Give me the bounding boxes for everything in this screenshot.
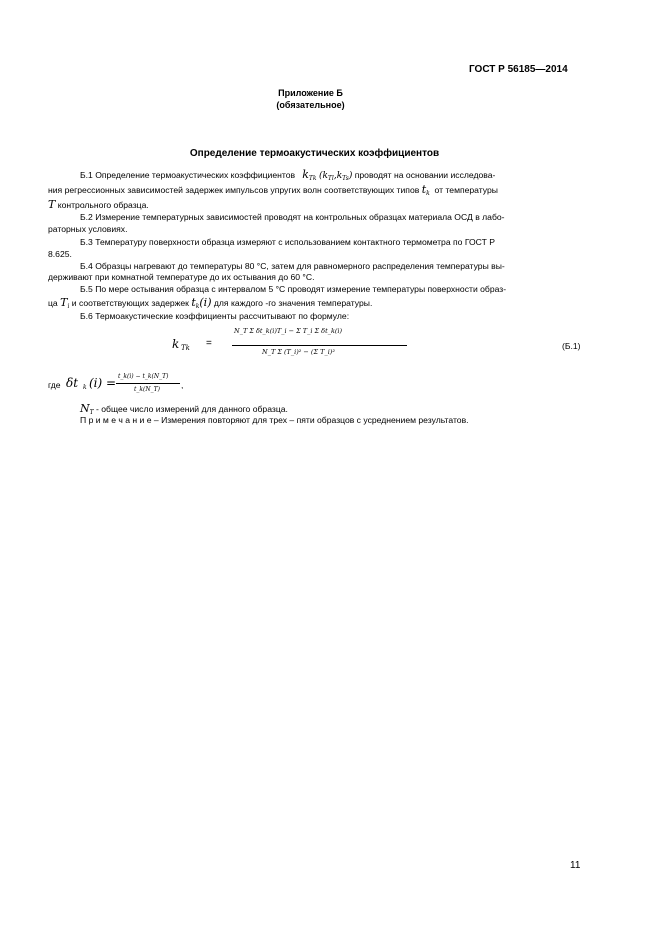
formula-numerator: N_T Σ δt_k(i)T_i − Σ T_i Σ δt_k(i) xyxy=(234,327,343,335)
paragraph-b1-line2: ния регрессионных зависимостей задержек импульсов упругих волн соответствующих типов $t_k$ от температуры xyxy=(48,183,498,197)
delta-arg: (i) = xyxy=(89,376,117,390)
paragraph-b2-line2: раторных условиях. xyxy=(48,224,128,234)
section-title: Определение термоакустических коэффициентов xyxy=(189,148,440,159)
formula-lhs-sub: Tk xyxy=(181,344,190,352)
delta-frac-num: t_k(i) − t_k(N_T) xyxy=(118,373,169,380)
where-prefix: где xyxy=(48,380,61,390)
appendix-subtitle: (обязательное) xyxy=(276,100,345,110)
formula-denominator: N_T Σ (T_i)² − (Σ T_i)² xyxy=(262,348,335,356)
delta-symbol: δt xyxy=(66,376,79,390)
paragraph-b4-line1: Б.4 Образцы нагревают до температуры 80 °С, затем для равномерного распределения температуры вы- xyxy=(80,261,505,271)
appendix-title: Приложение Б xyxy=(278,88,343,98)
standard-number: ГОСТ Р 56185—2014 xyxy=(469,64,568,75)
delta-sub: k xyxy=(83,384,87,391)
nt-definition: $N_T$ - общее число измерений для данного образца. xyxy=(80,402,288,416)
note-label: П р и м е ч а н и е xyxy=(80,415,152,425)
paragraph-b5-line2: ца $T_i$ и соответствующих задержек $t_k(i)$ для каждого -го значения температуры. xyxy=(48,296,373,310)
formula-equals: = xyxy=(206,338,212,349)
note-text: – Измерения повторяют для трех – пяти образцов с усреднением результатов. xyxy=(151,415,469,425)
where-clause xyxy=(48,372,248,402)
paragraph-b4-line2: держивают при комнатной температуре до их остывания до 60 °С. xyxy=(48,272,315,282)
formula-b1 xyxy=(172,325,412,365)
formula-fraction-bar xyxy=(232,345,407,346)
formula-lhs: k xyxy=(172,337,180,351)
delta-frac-den: t_k(N_T) xyxy=(134,386,160,393)
note xyxy=(80,414,469,427)
formula-number: (Б.1) xyxy=(562,341,581,351)
paragraph-b3-line1: Б.3 Температуру поверхности образца измеряют с использованием контактного термометра по ГОСТ Р xyxy=(80,237,495,247)
paragraph-b1-line3: T контрольного образца. xyxy=(48,198,149,211)
paragraph-b6-line1: Б.6 Термоакустические коэффициенты рассчитывают по формуле: xyxy=(80,311,350,321)
delta-tail: , xyxy=(181,380,184,390)
delta-frac-bar xyxy=(116,383,180,384)
paragraph-b1-line1: Б.1 Определение термоакустических коэффициентов $k_{Tk}$ $(k_{Tl},k_{Ts})$ проводят на основании исследова- xyxy=(80,168,496,182)
paragraph-b3-line2: 8.625. xyxy=(48,249,72,259)
paragraph-b2-line1: Б.2 Измерение температурных зависимостей проводят на контрольных образцах материала ОСД в лабо- xyxy=(80,212,505,222)
paragraph-b5-line1: Б.5 По мере остывания образца с интервалом 5 °С проводят измерение температуры поверхности образ- xyxy=(80,284,507,294)
page-number: 11 xyxy=(570,860,581,871)
